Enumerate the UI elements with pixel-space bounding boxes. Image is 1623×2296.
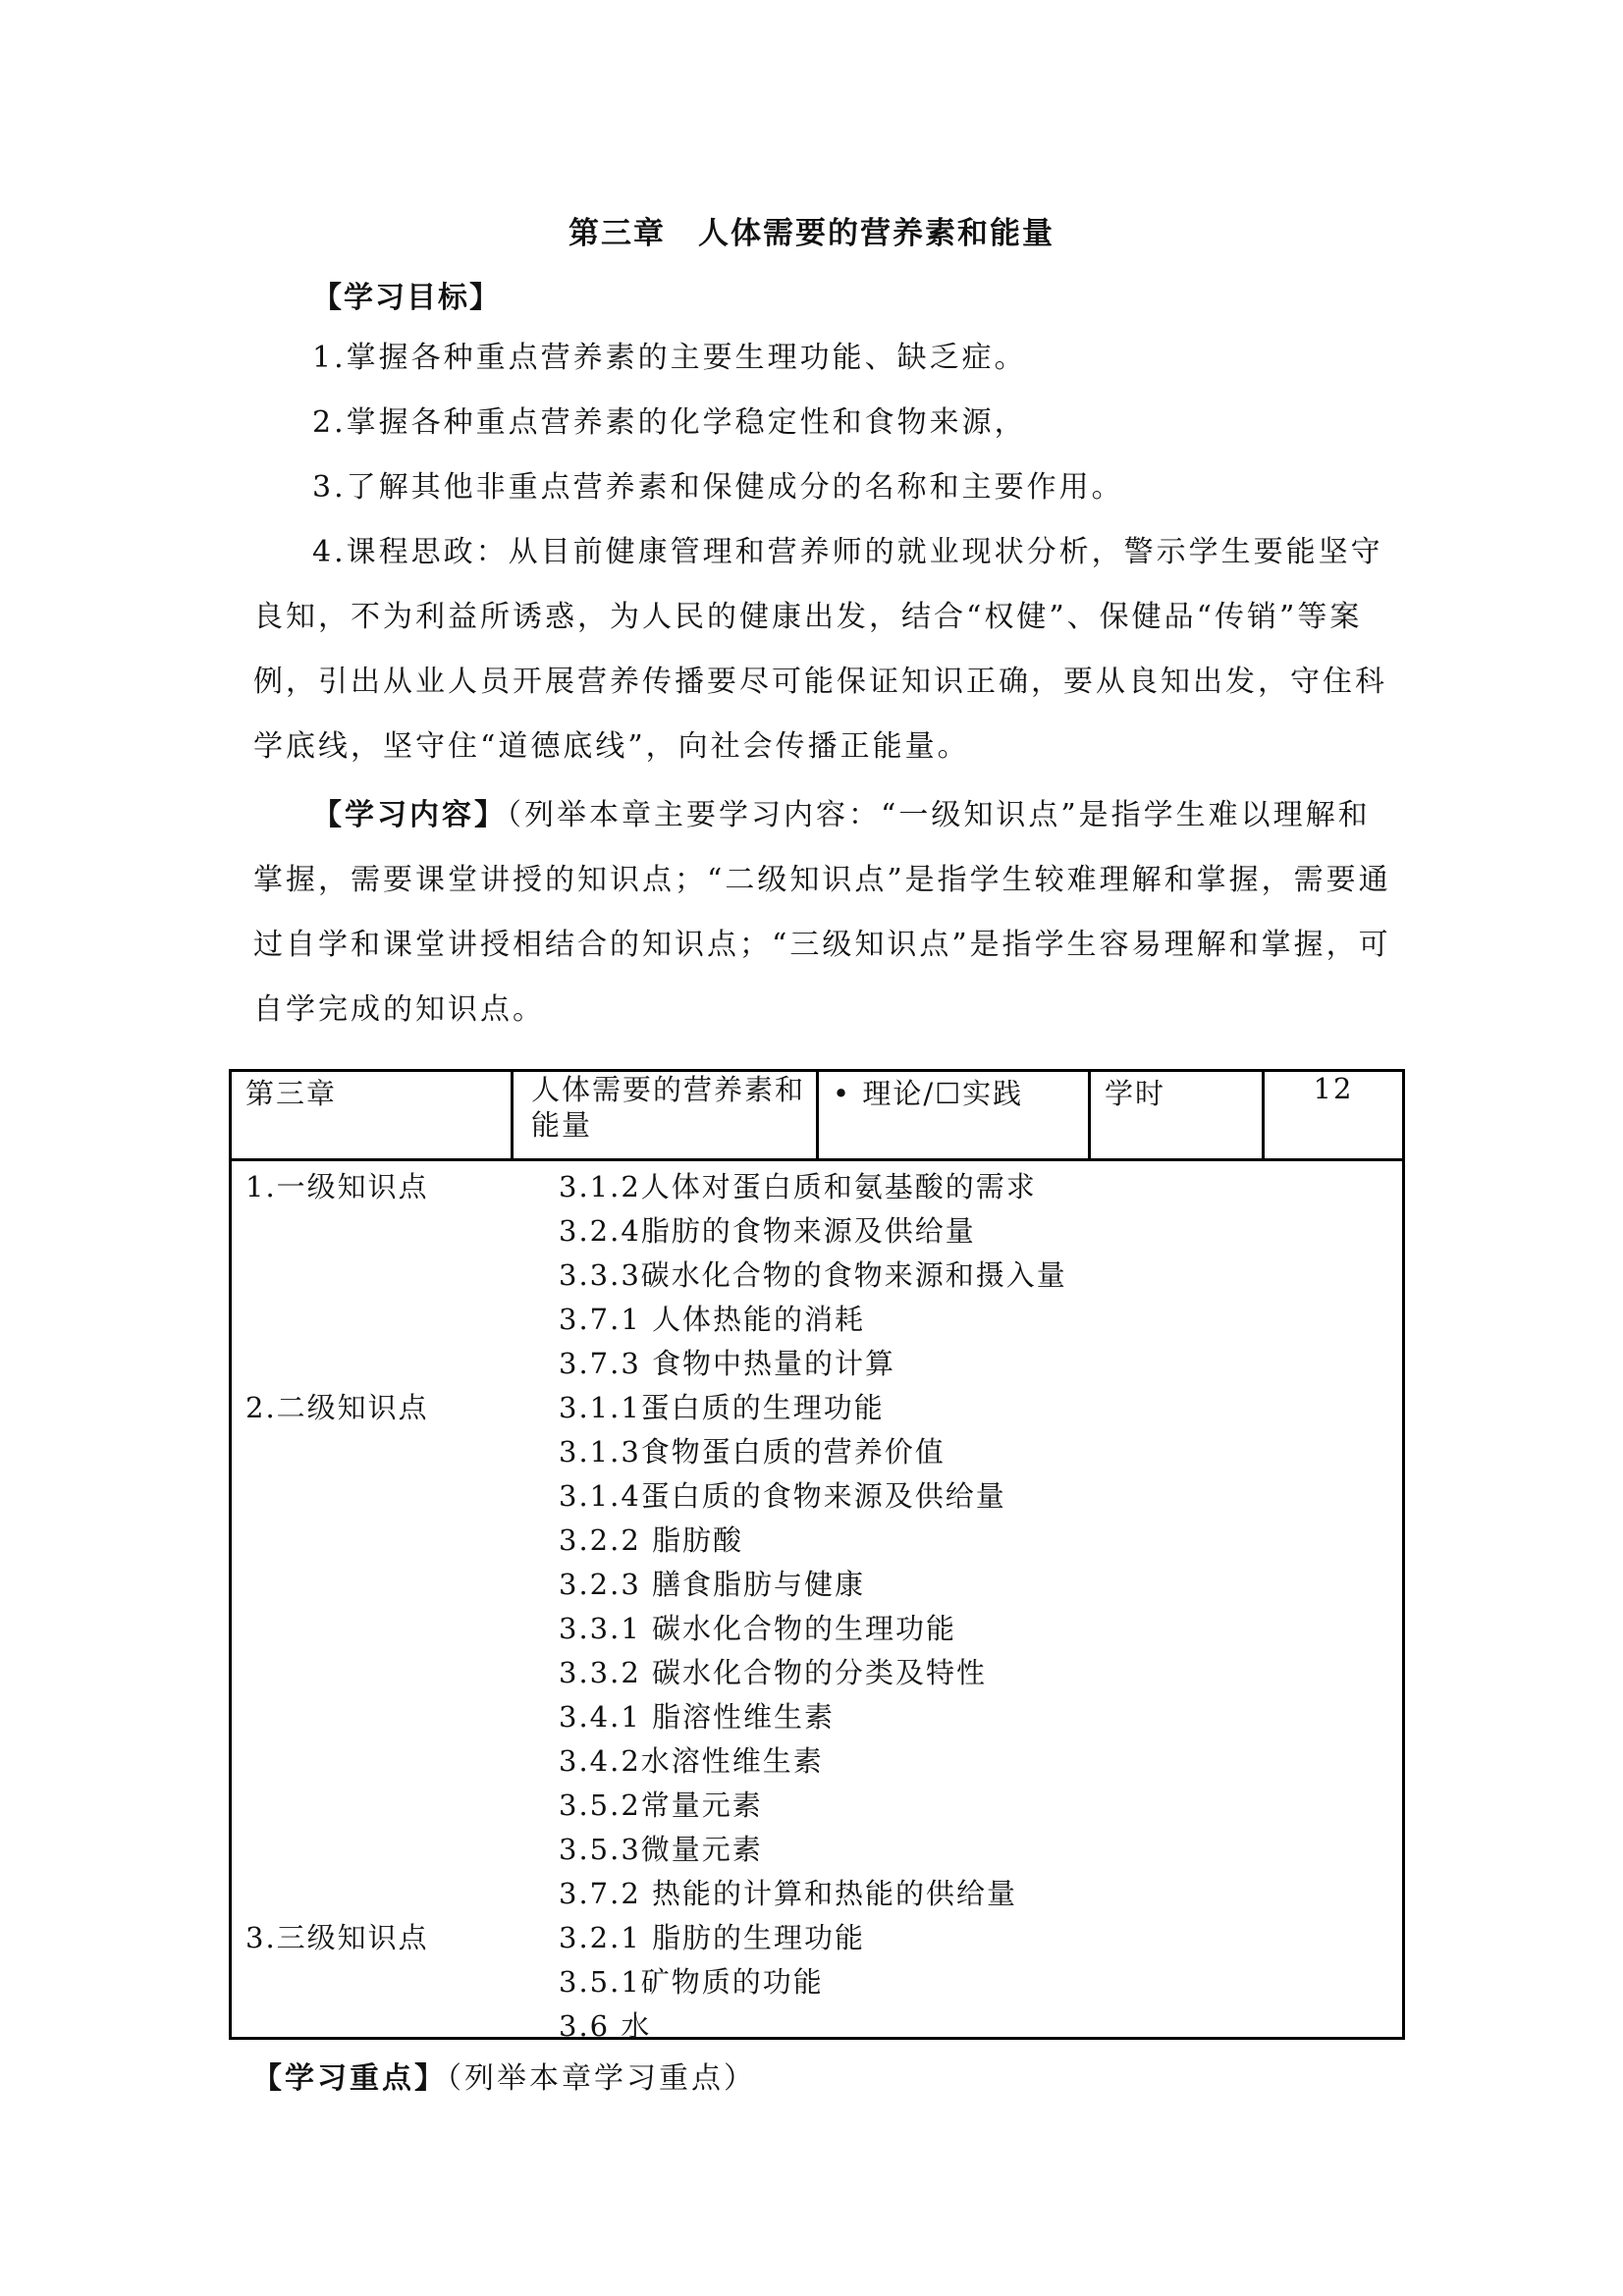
- table-body-row: [231, 1160, 1404, 2039]
- list-item: 3.7.2 热能的计算和热能的供给量: [559, 1877, 1018, 1910]
- type-cell: • 理论/☐实践: [818, 1071, 1090, 1160]
- level-3-label: 3.三级知识点: [245, 1921, 429, 1954]
- title-cell: 人体需要的营养素和能量: [513, 1071, 818, 1160]
- list-item: 3.7.3 食物中热量的计算: [559, 1347, 896, 1380]
- list-item: 3.1.2人体对蛋白质和氨基酸的需求: [559, 1170, 1037, 1203]
- table-header-row: [231, 1071, 1404, 1160]
- hours-cell: 12: [1264, 1071, 1404, 1160]
- list-item: 3.1.3食物蛋白质的营养价值: [559, 1435, 946, 1468]
- focus-heading: 【学习重点】: [252, 2061, 447, 2096]
- content-intro: [253, 783, 1392, 1042]
- list-item: 3.4.2水溶性维生素: [559, 1744, 824, 1778]
- list-item: 3.7.1 人体热能的消耗: [559, 1303, 866, 1336]
- list-item: 3.3.1 碳水化合物的生理功能: [559, 1612, 957, 1645]
- content-heading: 【学习内容】: [312, 798, 507, 832]
- list-item: 3.5.1矿物质的功能: [559, 1965, 824, 1999]
- focus-line: [252, 2054, 756, 2097]
- objective-3: 3.了解其他非重点营养素和保健成分的名称和主要作用。: [312, 470, 1124, 505]
- level-2-label: 2.二级知识点: [245, 1391, 429, 1424]
- list-item: 3.5.3微量元素: [559, 1833, 763, 1866]
- list-item: 3.2.3 膳食脂肪与健康: [559, 1568, 866, 1601]
- list-item: 3.2.4脂肪的食物来源及供给量: [559, 1214, 976, 1248]
- list-item: 3.1.4蛋白质的食物来源及供给量: [559, 1479, 1006, 1513]
- list-item: 3.3.2 碳水化合物的分类及特性: [559, 1656, 988, 1689]
- knowledge-table: [229, 1069, 1405, 2043]
- list-item: 3.3.3碳水化合物的食物来源和摄入量: [559, 1258, 1067, 1292]
- level-1-label: 1.一级知识点: [245, 1170, 429, 1203]
- list-item: 3.2.2 脂肪酸: [559, 1523, 744, 1557]
- objectives-heading: 【学习目标】: [312, 281, 501, 315]
- chapter-title: 第三章 人体需要的营养素和能量: [568, 216, 1055, 251]
- knowledge-points-cell: [231, 1160, 1404, 2043]
- focus-note: （列举本章学习重点）: [447, 2061, 756, 2096]
- content-note: （列举本章主要学习内容：“一级知识点”是指学生难以理解和掌握，需要课堂讲授的知识点；“二级知识点”是指学生较难理解和掌握，需要通过自学和课堂讲授相结合的知识点；“三级知识点”是指学生容易理解和掌握，可自学完成的知识点。: [253, 798, 1391, 1027]
- list-item: 3.5.2常量元素: [559, 1789, 763, 1822]
- list-item: 3.1.1蛋白质的生理功能: [559, 1391, 885, 1424]
- hours-label-cell: 学时: [1090, 1071, 1264, 1160]
- objective-2: 2.掌握各种重点营养素的化学稳定性和食物来源，: [312, 405, 1027, 440]
- list-item: 3.6 水: [559, 2009, 652, 2043]
- objective-1: 1.掌握各种重点营养素的主要生理功能、缺乏症。: [312, 341, 1027, 375]
- objective-4: 4.课程思政：从目前健康管理和营养师的就业现状分析，警示学生要能坚守良知，不为利益所诱惑，为人民的健康出发，结合“权健”、保健品“传销”等案例，引出从业人员开展营养传播要尽可能保证知识正确，要从良知出发，守住科学底线，坚守住“道德底线”，向社会传播正能量。: [253, 535, 1387, 764]
- chapter-cell: 第三章: [231, 1071, 513, 1160]
- list-item: 3.4.1 脂溶性维生素: [559, 1700, 836, 1734]
- list-item: 3.2.1 脂肪的生理功能: [559, 1921, 866, 1954]
